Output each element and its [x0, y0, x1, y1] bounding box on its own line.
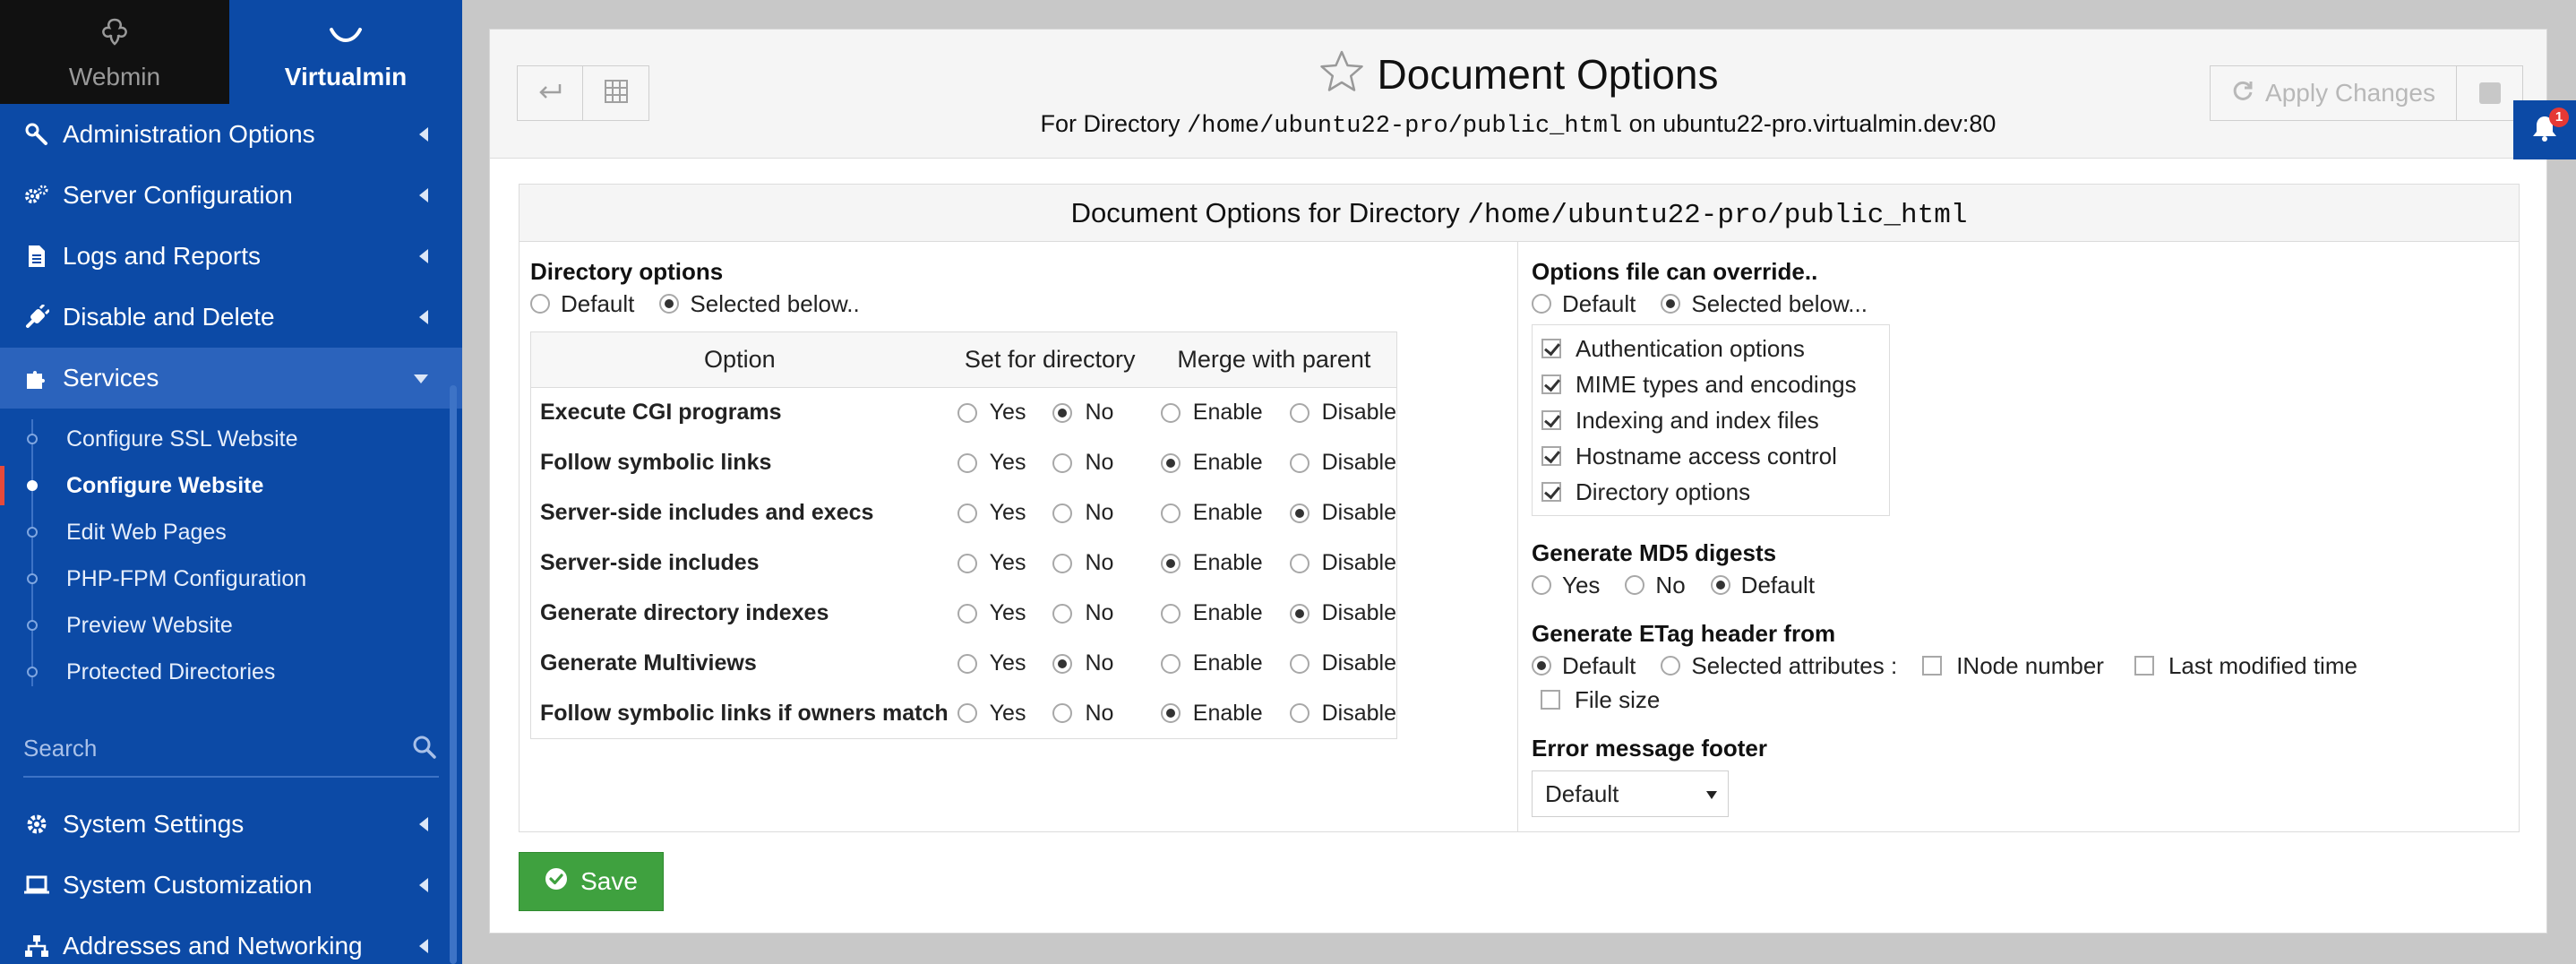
nav-label: Administration Options	[63, 120, 315, 148]
radio-label: No	[1085, 500, 1114, 525]
etag-default-radio[interactable]	[1532, 656, 1551, 676]
set-cell	[949, 388, 1152, 438]
radio-label: Disable	[1321, 550, 1396, 575]
radio-label: Yes	[989, 500, 1026, 525]
checkbox-label: Indexing and index files	[1576, 406, 1819, 434]
virtualmin-tab-label: Virtualmin	[284, 63, 408, 90]
radio-label: Yes	[989, 550, 1026, 575]
form-title-prefix: Document Options for Directory	[1070, 197, 1468, 228]
bullet-icon	[27, 480, 38, 491]
override-item	[1541, 474, 1880, 510]
radio-label: Yes	[989, 600, 1026, 625]
star-icon[interactable]	[1318, 49, 1365, 99]
nav-label: Disable and Delete	[63, 303, 275, 331]
puzzle-icon	[23, 365, 50, 392]
merge-cell	[1152, 438, 1397, 488]
set-yes-radio[interactable]	[957, 453, 977, 473]
override-item	[1541, 366, 1880, 402]
column-header-option: Option	[531, 332, 949, 388]
merge-cell	[1152, 488, 1397, 538]
option-name: Follow symbolic links	[540, 450, 772, 475]
column-divider	[1517, 242, 1518, 831]
set-no-radio[interactable]	[1052, 703, 1072, 723]
column-header-set: Set for directory	[949, 332, 1152, 388]
radio-label: No	[1085, 400, 1114, 426]
sub-item-label: Preview Website	[66, 612, 233, 638]
merge-disable-radio[interactable]	[1290, 554, 1309, 573]
directory-options-label: Directory options	[530, 258, 724, 285]
subtitle-mid: on	[1622, 110, 1663, 137]
radio-label: Yes	[989, 650, 1026, 676]
etag-options	[1532, 649, 2508, 683]
radio-label: Disable	[1321, 500, 1396, 525]
wrench-icon	[23, 121, 50, 148]
override-checkbox[interactable]	[1541, 410, 1561, 430]
webmin-tab-label: Webmin	[68, 63, 161, 90]
nav-label: Services	[63, 364, 159, 392]
bullet-icon	[27, 620, 38, 631]
bullet-icon	[27, 667, 38, 677]
refresh-icon	[2231, 79, 2254, 108]
override-item	[1541, 438, 1880, 474]
column-header-merge: Merge with parent	[1152, 332, 1397, 388]
merge-disable-radio[interactable]	[1290, 703, 1309, 723]
sub-item-configure-ssl-website[interactable]	[0, 416, 462, 462]
save-label: Save	[580, 867, 638, 895]
footer-select-value: Default	[1545, 780, 1619, 807]
override-label: Options file can override..	[1532, 258, 1818, 285]
etag-options-row2	[1532, 683, 2508, 717]
merge-cell	[1152, 689, 1397, 739]
etag-label: Generate ETag header from	[1532, 620, 1836, 647]
merge-enable-radio[interactable]	[1161, 703, 1181, 723]
nav-label: Server Configuration	[63, 181, 293, 209]
override-mode	[1532, 287, 2508, 321]
panel-header	[490, 30, 2546, 159]
checkbox-label: Hostname access control	[1576, 442, 1837, 469]
override-checkbox[interactable]	[1541, 374, 1561, 394]
radio-label: No	[1655, 571, 1686, 598]
nav-label: Addresses and Networking	[63, 932, 363, 960]
nav-disable-and-delete[interactable]	[0, 287, 462, 348]
nav-label: System Settings	[63, 810, 245, 838]
nav-label: Logs and Reports	[63, 242, 262, 270]
merge-enable-radio[interactable]	[1161, 403, 1181, 423]
caret-left-icon	[419, 939, 428, 953]
override-default-radio[interactable]	[1532, 294, 1551, 314]
sub-item-preview-website[interactable]	[0, 602, 462, 649]
right-toolbar	[2210, 65, 2523, 121]
radio-label: Selected below..	[690, 289, 860, 317]
radio-label: Enable	[1192, 700, 1263, 726]
radio-label: Yes	[989, 400, 1026, 426]
caret-left-icon	[419, 310, 428, 324]
md5-no-radio[interactable]	[1625, 575, 1644, 595]
radio-label: Default	[1740, 571, 1816, 598]
override-checkbox[interactable]	[1541, 339, 1561, 358]
merge-disable-radio[interactable]	[1290, 504, 1309, 523]
apply-changes-button[interactable]	[2210, 65, 2457, 121]
set-cell	[949, 689, 1152, 739]
radio-label: Default	[561, 289, 635, 317]
override-section	[1532, 256, 2508, 817]
sidebar-search	[23, 720, 439, 778]
md5-label: Generate MD5 digests	[1532, 539, 1777, 566]
md5-options	[1532, 568, 2508, 602]
footer-select[interactable]	[1532, 770, 1729, 817]
table-row	[531, 639, 1397, 689]
set-no-radio[interactable]	[1052, 554, 1072, 573]
radio-label: Yes	[989, 450, 1026, 475]
option-name: Follow symbolic links if owners match	[540, 700, 949, 726]
set-yes-radio[interactable]	[957, 654, 977, 674]
radio-label: Enable	[1192, 400, 1263, 426]
webmin-tab[interactable]	[0, 0, 229, 104]
notifications-button[interactable]	[2513, 100, 2576, 159]
checkbox-label: INode number	[1956, 651, 2104, 679]
notification-badge: 1	[2549, 108, 2569, 127]
subtitle-host: ubuntu22-pro.virtualmin.dev:80	[1662, 110, 1996, 137]
nav-services[interactable]	[0, 348, 462, 409]
checkbox-label: File size	[1575, 685, 1661, 713]
etag-size-checkbox[interactable]	[1541, 690, 1560, 710]
set-yes-radio[interactable]	[957, 604, 977, 624]
table-row	[531, 538, 1397, 589]
radio-label: Default	[1562, 289, 1636, 317]
radio-label: Yes	[989, 700, 1026, 726]
merge-disable-radio[interactable]	[1290, 604, 1309, 624]
caret-left-icon	[419, 249, 428, 263]
subtitle-prefix: For Directory	[1040, 110, 1188, 137]
merge-enable-radio[interactable]	[1161, 604, 1181, 624]
option-name: Server-side includes and execs	[540, 500, 874, 525]
sidebar-search-input[interactable]	[23, 735, 412, 762]
set-yes-radio[interactable]	[957, 403, 977, 423]
sidebar	[0, 0, 462, 964]
nav-server-configuration[interactable]	[0, 165, 462, 226]
set-cell	[949, 438, 1152, 488]
sub-item-php-fpm-configuration[interactable]	[0, 555, 462, 602]
set-yes-radio[interactable]	[957, 554, 977, 573]
nav-administration-options[interactable]	[0, 104, 462, 165]
override-checkbox[interactable]	[1541, 446, 1561, 466]
check-circle-icon	[545, 867, 568, 897]
product-switcher	[0, 0, 462, 104]
merge-cell	[1152, 589, 1397, 639]
set-yes-radio[interactable]	[957, 504, 977, 523]
bullet-icon	[27, 434, 38, 444]
sub-item-edit-web-pages[interactable]	[0, 509, 462, 555]
merge-cell	[1152, 639, 1397, 689]
set-no-radio[interactable]	[1052, 453, 1072, 473]
sub-item-label: Configure Website	[66, 472, 264, 498]
merge-enable-radio[interactable]	[1161, 504, 1181, 523]
set-cell	[949, 639, 1152, 689]
nav-logs-and-reports[interactable]	[0, 226, 462, 287]
nav-label: System Customization	[63, 871, 313, 899]
merge-disable-radio[interactable]	[1290, 403, 1309, 423]
radio-label: Selected attributes :	[1691, 651, 1898, 679]
radio-label: Disable	[1321, 600, 1396, 625]
document-icon	[23, 243, 50, 270]
caret-down-icon	[414, 374, 428, 383]
override-item	[1541, 402, 1880, 438]
override-selected-radio[interactable]	[1661, 294, 1680, 314]
radio-label: No	[1085, 700, 1114, 726]
radio-label: Yes	[1562, 571, 1601, 598]
radio-label: Selected below...	[1691, 289, 1868, 317]
nav-system-settings[interactable]	[0, 794, 462, 855]
mode-default-radio[interactable]	[530, 294, 550, 314]
sub-item-label: Configure SSL Website	[66, 426, 298, 452]
radio-label: No	[1085, 600, 1114, 625]
set-no-radio[interactable]	[1052, 654, 1072, 674]
merge-enable-radio[interactable]	[1161, 453, 1181, 473]
nav-addresses-and-networking[interactable]	[0, 916, 462, 964]
table-header-row	[531, 332, 1397, 388]
services-submenu	[0, 409, 462, 704]
caret-left-icon	[419, 817, 428, 831]
page-title: Document Options	[1377, 50, 1719, 98]
set-no-radio[interactable]	[1052, 403, 1072, 423]
radio-label: Default	[1562, 651, 1636, 679]
gear-icon	[23, 811, 50, 838]
set-cell	[949, 538, 1152, 589]
merge-cell	[1152, 388, 1397, 438]
etag-mtime-checkbox[interactable]	[2134, 656, 2154, 676]
radio-label: No	[1085, 450, 1114, 475]
radio-label: Enable	[1192, 650, 1263, 676]
virtualmin-tab[interactable]	[229, 0, 462, 104]
merge-disable-radio[interactable]	[1290, 654, 1309, 674]
radio-label: No	[1085, 650, 1114, 676]
radio-label: Disable	[1321, 700, 1396, 726]
md5-yes-radio[interactable]	[1532, 575, 1551, 595]
set-cell	[949, 488, 1152, 538]
directory-options-mode	[530, 287, 1426, 321]
laptop-icon	[23, 872, 50, 899]
etag-selected-radio[interactable]	[1661, 656, 1680, 676]
radio-label: Disable	[1321, 650, 1396, 676]
checkbox-label: Directory options	[1576, 478, 1751, 505]
set-no-radio[interactable]	[1052, 604, 1072, 624]
webmin-logo-icon	[99, 17, 131, 54]
virtualmin-logo-icon	[328, 25, 364, 54]
footer-label: Error message footer	[1532, 735, 1767, 762]
option-name: Execute CGI programs	[540, 400, 782, 426]
subtitle-path: /home/ubuntu22-pro/public_html	[1187, 113, 1623, 140]
network-icon	[23, 933, 50, 960]
checkbox-label: Authentication options	[1576, 334, 1805, 362]
plug-icon	[23, 304, 50, 331]
sub-item-configure-website[interactable]	[0, 462, 462, 509]
table-row	[531, 589, 1397, 639]
radio-label: Enable	[1192, 450, 1263, 475]
directory-options-table	[530, 331, 1397, 739]
stop-icon	[2479, 82, 2501, 104]
main-panel	[489, 29, 2547, 934]
caret-left-icon	[419, 188, 428, 202]
sub-item-label: PHP-FPM Configuration	[66, 565, 307, 591]
etag-inode-checkbox[interactable]	[1922, 656, 1942, 676]
document-options-form	[519, 184, 2520, 832]
active-indicator	[0, 466, 4, 505]
override-checkbox[interactable]	[1541, 482, 1561, 502]
merge-enable-radio[interactable]	[1161, 554, 1181, 573]
set-cell	[949, 589, 1152, 639]
merge-disable-radio[interactable]	[1290, 453, 1309, 473]
radio-label: Enable	[1192, 600, 1263, 625]
table-row	[531, 689, 1397, 739]
form-title-path: /home/ubuntu22-pro/public_html	[1467, 200, 1968, 231]
option-name: Generate Multiviews	[540, 650, 757, 676]
merge-cell	[1152, 538, 1397, 589]
set-yes-radio[interactable]	[957, 703, 977, 723]
mode-selected-radio[interactable]	[659, 294, 679, 314]
caret-left-icon	[419, 878, 428, 892]
merge-enable-radio[interactable]	[1161, 654, 1181, 674]
dropdown-arrow-icon	[1706, 791, 1717, 799]
checkbox-label: MIME types and encodings	[1576, 370, 1857, 398]
sub-item-label: Edit Web Pages	[66, 519, 227, 545]
directory-options-section	[530, 256, 1426, 739]
bullet-icon	[27, 573, 38, 584]
radio-label: No	[1085, 550, 1114, 575]
bullet-icon	[27, 527, 38, 538]
save-button[interactable]	[519, 852, 664, 911]
search-icon[interactable]	[412, 735, 439, 762]
table-row	[531, 438, 1397, 488]
md5-default-radio[interactable]	[1711, 575, 1730, 595]
set-no-radio[interactable]	[1052, 504, 1072, 523]
radio-label: Disable	[1321, 400, 1396, 426]
nav-system-customization[interactable]	[0, 855, 462, 916]
form-title	[519, 185, 2519, 242]
sidebar-scrollbar[interactable]	[450, 385, 457, 964]
option-name: Generate directory indexes	[540, 600, 829, 625]
override-checkbox-list	[1532, 324, 1890, 516]
apply-changes-label: Apply Changes	[2265, 79, 2435, 107]
caret-left-icon	[419, 127, 428, 142]
radio-label: Enable	[1192, 500, 1263, 525]
radio-label: Disable	[1321, 450, 1396, 475]
override-item	[1541, 331, 1880, 366]
radio-label: Enable	[1192, 550, 1263, 575]
table-row	[531, 388, 1397, 438]
checkbox-label: Last modified time	[2168, 651, 2357, 679]
sub-item-label: Protected Directories	[66, 658, 276, 684]
table-row	[531, 488, 1397, 538]
sub-item-protected-directories[interactable]	[0, 649, 462, 695]
option-name: Server-side includes	[540, 550, 760, 575]
gears-icon	[23, 182, 50, 209]
